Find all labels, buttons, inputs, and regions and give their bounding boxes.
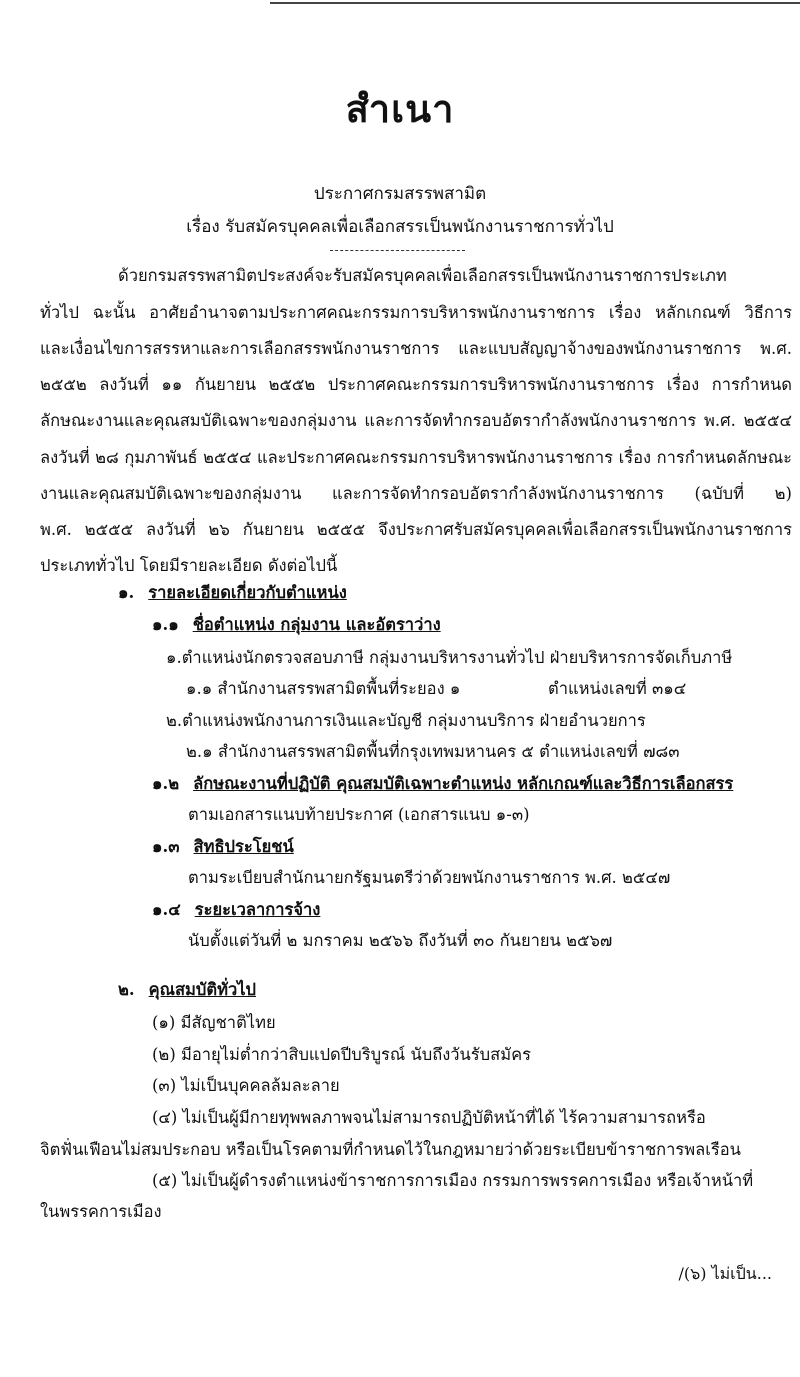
position-2-office: ๒.๑ สำนักงานสรรพสามิตพื้นที่กรุงเทพมหานคร ๕ ตำแหน่งเลขที่ ๗๘๓ <box>186 742 680 761</box>
intro-line-8: พ.ศ. ๒๕๕๕ ลงวันที่ ๒๖ กันยายน ๒๕๕๕ จึงประกาศรับสมัครบุคคลเพื่อเลือกสรรเป็นพนักงานราชการ <box>40 520 792 539</box>
intro-line-4: ๒๕๕๒ ลงวันที่ ๑๑ กันยายน ๒๕๕๒ ประกาศคณะกรรมการบริหารพนักงานราชการ เรื่อง การกำหนด <box>40 375 792 394</box>
section-1-1-title: ชื่อตำแหน่ง กลุ่มงาน และอัตราว่าง <box>192 615 441 634</box>
qualification-4-line-1: (๔) ไม่เป็นผู้มีกายทุพพลภาพจนไม่สามารถปฏิบัติหน้าที่ได้ ไร้ความสามารถหรือ <box>152 1108 706 1127</box>
section-1-4-heading <box>152 897 320 923</box>
document-title: สำเนา <box>345 87 455 131</box>
section-1-4-text: นับตั้งแต่วันที่ ๒ มกราคม ๒๕๖๖ ถึงวันที่ ๓๐ กันยายน ๒๕๖๗ <box>188 931 613 950</box>
announcement-title: ประกาศกรมสรรพสามิต <box>313 184 487 204</box>
intro-line-7: งานและคุณสมบัติเฉพาะของกลุ่มงาน และการจัดทำกรอบอัตรากำลังพนักงานราชการ (ฉบับที่ ๒) <box>40 484 792 503</box>
intro-line-6: ลงวันที่ ๒๘ กุมภาพันธ์ ๒๕๕๔ และประกาศคณะกรรมการบริหารพนักงานราชการ เรื่อง การกำหนดลักษณะ <box>40 448 792 467</box>
section-1-title: รายละเอียดเกี่ยวกับตำแหน่ง <box>148 583 347 602</box>
section-1-2-number: ๑.๒ <box>152 774 180 793</box>
intro-line-5: ลักษณะงานและคุณสมบัติเฉพาะของกลุ่มงาน และการจัดทำกรอบอัตรากำลังพนักงานราชการ พ.ศ. ๒๕๕๔ <box>40 411 792 430</box>
section-1-4-number: ๑.๔ <box>152 900 181 919</box>
section-2-heading <box>118 977 256 1003</box>
intro-line-3: และเงื่อนไขการสรรหาและการเลือกสรรพนักงานราชการ และแบบสัญญาจ้างของพนักงานราชการ พ.ศ. <box>40 339 792 358</box>
section-1-3-heading <box>152 834 294 860</box>
continuation-note: /(๖) ไม่เป็น... <box>678 1264 772 1283</box>
section-1-number: ๑. <box>118 583 135 602</box>
section-1-heading <box>118 580 347 606</box>
qualification-4-line-2: จิตฟั่นเฟือนไม่สมประกอบ หรือเป็นโรคตามที่กำหนดไว้ในกฎหมายว่าด้วยระเบียบข้าราชการพลเรือน <box>40 1140 741 1159</box>
section-2-title: คุณสมบัติทั่วไป <box>148 980 257 999</box>
section-1-3-title: สิทธิประโยชน์ <box>193 837 294 856</box>
section-1-1-heading <box>152 612 441 638</box>
section-1-4-title: ระยะเวลาการจ้าง <box>194 900 321 919</box>
announcement-subject: เรื่อง รับสมัครบุคคลเพื่อเลือกสรรเป็นพนักงานราชการทั่วไป <box>186 217 614 237</box>
position-1-number: ตำแหน่งเลขที่ ๓๑๔ <box>548 679 687 698</box>
qualification-3: (๓) ไม่เป็นบุคคลล้มละลาย <box>152 1076 340 1095</box>
position-1: ๑.ตำแหน่งนักตรวจสอบภาษี กลุ่มงานบริหารงานทั่วไป ฝ่ายบริหารการจัดเก็บภาษี <box>166 648 733 667</box>
section-1-3-text: ตามระเบียบสำนักนายกรัฐมนตรีว่าด้วยพนักงานราชการ พ.ศ. ๒๕๔๗ <box>188 868 671 887</box>
section-1-2-text: ตามเอกสารแนบท้ายประกาศ (เอกสารแนบ ๑-๓) <box>188 805 530 824</box>
section-1-2-heading <box>152 771 733 797</box>
intro-line-2: ทั่วไป ฉะนั้น อาศัยอำนาจตามประกาศคณะกรรมการบริหารพนักงานราชการ เรื่อง หลักเกณฑ์ วิธีการ <box>40 303 792 322</box>
intro-line-1: ด้วยกรมสรรพสามิตประสงค์จะรับสมัครบุคคลเพื่อเลือกสรรเป็นพนักงานราชการประเภท <box>118 266 727 285</box>
section-1-3-number: ๑.๓ <box>152 837 180 856</box>
position-1-office: ๑.๑ สำนักงานสรรพสามิตพื้นที่ระยอง ๑ <box>186 679 461 698</box>
separator-rule <box>330 250 465 251</box>
qualification-5-line-2: ในพรรคการเมือง <box>40 1202 162 1221</box>
section-1-1-number: ๑.๑ <box>152 615 179 634</box>
position-2: ๒.ตำแหน่งพนักงานการเงินและบัญชี กลุ่มงานบริการ ฝ่ายอำนวยการ <box>166 711 646 730</box>
section-2-number: ๒. <box>118 980 135 999</box>
top-rule <box>270 2 800 4</box>
qualification-2: (๒) มีอายุไม่ต่ำกว่าสิบแปดปีบริบูรณ์ นับถึงวันรับสมัคร <box>152 1045 531 1064</box>
qualification-5-line-1: (๕) ไม่เป็นผู้ดำรงตำแหน่งข้าราชการการเมือง กรรมการพรรคการเมือง หรือเจ้าหน้าที่ <box>152 1171 754 1190</box>
qualification-1: (๑) มีสัญชาติไทย <box>152 1013 276 1032</box>
section-1-2-title: ลักษณะงานที่ปฏิบัติ คุณสมบัติเฉพาะตำแหน่ง หลักเกณฑ์และวิธีการเลือกสรร <box>193 774 734 793</box>
intro-line-9: ประเภททั่วไป โดยมีรายละเอียด ดังต่อไปนี้ <box>40 556 338 575</box>
